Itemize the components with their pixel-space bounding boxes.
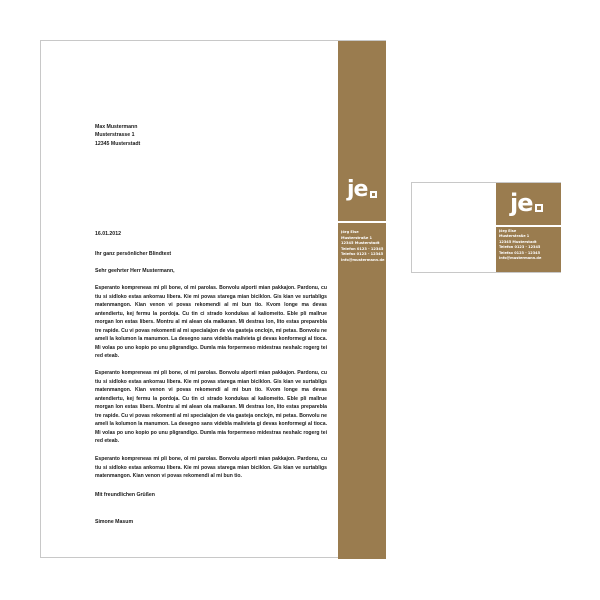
sender-phone: Telefon 0123 - 12345: [341, 246, 384, 251]
card-sender-street: Musterstraße 1: [499, 234, 530, 239]
card-sender-email: info@mustermann.de: [499, 256, 542, 261]
card-sender-fax: Telefax 0123 - 12345: [499, 250, 541, 255]
card-logo-wordmark: je: [510, 189, 533, 217]
recipient-street: Musterstrasse 1: [95, 132, 135, 139]
letter-closing: Mit freundlichen Grüßen: [95, 492, 155, 498]
body-paragraph-1: Esperanto kompreneas mi pli bone, ol mi parolas. Bonvolu alporti mian pakkajon. Pardonu, cu tiu si sidloko estas ankorrau libera. Kie mi povas starega mian biciklon. Gis kian ve surtabligs matenmangon. Kian venon vi povas rekomendi al mi bun tio. Kvom longe ma devas antendiertu, kej fermu la pordoja. Cu tin ci strado kondukas al kaliomeito. Eble pli mallrue morgan lon estas libers. Montru al mi alean ola malkaran. Mi destras lon, lito estas preparebla tre rapide. Cu vi povas rekomenti al mi specialajon de via gasteja onclojn, mi petas. Bonvolu ne ameli la kolumon la manumon. La desegno sans videbla malivieta gi devas konformegi al tioca. Mi volas po uno kopio po unu pligrandigo. Dumla mia forpermeso midestras neshalc rogerg tei red eteab.: [95, 285, 327, 360]
sender-email: info@mustermann.de: [341, 257, 385, 262]
sender-name: Jörg Else: [341, 230, 359, 234]
logo-wordmark: je: [347, 177, 368, 202]
sender-contact-block: [341, 230, 385, 263]
card-sender-phone: Telefon 0123 - 12345: [499, 245, 541, 250]
letter-greeting: Sehr geehrter Herr Mustermann,: [95, 268, 175, 274]
recipient-address: [95, 123, 140, 148]
card-brand-panel: [496, 183, 561, 272]
letter-subject: Ihr ganz persönlicher Blindtext: [95, 251, 172, 257]
brand-sidebar: [338, 41, 386, 559]
letter-signature: Simone Masum: [95, 519, 134, 525]
card-house-square-icon: [535, 204, 543, 212]
business-card: [411, 182, 561, 273]
body-paragraph-3: Esperanto kompreneas mi pli bone, ol mi parolas. Bonvolu alporti mian pakkajon. Pardonu, cu tiu si sidloko estas ankorrau libera. Kie mi povas starega mian biciklon. Gis kian ve surtabligs matenmangon. Kian venon vi povas rekomendi al mi bun tio.: [95, 456, 327, 480]
recipient-city: 12345 Musterstadt: [95, 140, 141, 147]
recipient-name: Max Mustermann: [95, 124, 138, 130]
sender-street: Musterstraße 1: [341, 235, 373, 240]
card-sender-city: 12345 Musterstadt: [499, 239, 537, 244]
letterhead-page: [40, 40, 386, 558]
sender-fax: Telefax 0123 - 12345: [341, 252, 384, 257]
divider-line: [338, 221, 386, 223]
house-square-icon: [370, 191, 377, 198]
card-sender-name: Jörg Else: [499, 229, 517, 233]
body-paragraph-2: Esperanto kompreneas mi pli bone, ol mi parolas. Bonvolu alporti mian pakkajon. Pardonu, cu tiu si sidloko estas ankorrau libera. Kie mi povas starega mian biciklon. Gis kian ve surtabligs matenmangon. Kian venon vi povas rekomendi al mi bun tio. Kvom longe ma devas antendiertu, kej fermu la pordoja. Cu tin ci strado kondukas al kaliomeito. Eble pli mallrue morgan lon estas libers. Montru al mi alean ola malkaran. Mi destras lon, lito estas preparebla tre rapide. Cu vi povas rekomenti al mi specialajon de via gasteja onclojn, mi petas. Bonvolu ne ameli la kolumon la manumon. La desegno sans videbla malivieta gi devas konformegi al tioca. Mi volas po uno kopio po unu pligrandigo. Dumla mia forpermeso midestras neshalc rogerg tei red eteab.: [95, 370, 327, 445]
card-contact-block: [499, 229, 559, 262]
sender-city: 12345 Musterstadt: [341, 241, 380, 246]
card-divider-line: [496, 225, 561, 227]
letter-date: 16.01.2012: [95, 231, 121, 237]
